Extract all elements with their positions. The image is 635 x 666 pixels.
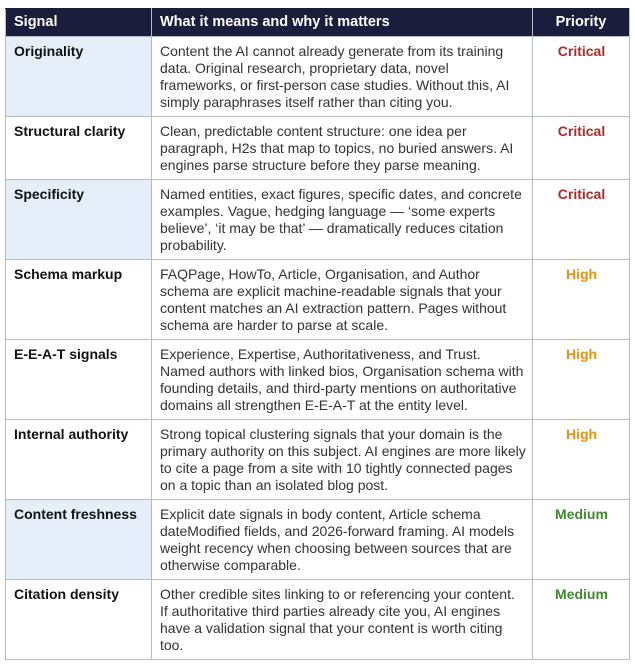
table-row	[6, 117, 630, 180]
meaning-cell: Content the AI cannot already generate from its training data. Original research, proprietary data, novel frameworks, or first-person case studies. Without this, AI simply paraphrases itself rather than citing you.	[152, 37, 533, 117]
priority-cell: High	[533, 260, 630, 340]
signal-cell: Content freshness	[6, 500, 152, 580]
signal-cell: Specificity	[6, 180, 152, 260]
signal-cell: Citation density	[6, 580, 152, 660]
table-row	[6, 580, 630, 660]
priority-cell: Medium	[533, 500, 630, 580]
meaning-cell: FAQPage, HowTo, Article, Organisation, and Author schema are explicit machine-readable signals that your content matches an AI extraction pattern. Pages without schema are harder to parse at scale.	[152, 260, 533, 340]
signals-table-container	[5, 8, 630, 660]
priority-cell: Critical	[533, 37, 630, 117]
meaning-cell: Strong topical clustering signals that your domain is the primary authority on this subject. AI engines are more likely to cite a page from a site with 10 tightly connected pages on a topic than an isolated blog post.	[152, 420, 533, 500]
signal-cell: Structural clarity	[6, 117, 152, 180]
signal-cell: Internal authority	[6, 420, 152, 500]
header-priority: Priority	[533, 9, 630, 37]
table-body	[6, 37, 630, 660]
priority-cell: High	[533, 340, 630, 420]
table-row	[6, 420, 630, 500]
table-row	[6, 260, 630, 340]
priority-cell: Critical	[533, 117, 630, 180]
priority-cell: High	[533, 420, 630, 500]
priority-cell: Critical	[533, 180, 630, 260]
header-row	[6, 9, 630, 37]
meaning-cell: Named entities, exact figures, specific dates, and concrete examples. Vague, hedging language — ‘some experts believe’, ‘it may be that’ — dramatically reduces citation probability.	[152, 180, 533, 260]
meaning-cell: Explicit date signals in body content, Article schema dateModified fields, and 2026-forward framing. AI models weight recency when choosing between sources that are otherwise comparable.	[152, 500, 533, 580]
meaning-cell: Clean, predictable content structure: one idea per paragraph, H2s that map to topics, no buried answers. AI engines parse structure before they parse meaning.	[152, 117, 533, 180]
table-header	[6, 9, 630, 37]
meaning-cell: Other credible sites linking to or referencing your content. If authoritative third parties already cite you, AI engines have a validation signal that your content is worth citing too.	[152, 580, 533, 660]
header-signal: Signal	[6, 9, 152, 37]
table-row	[6, 180, 630, 260]
priority-cell: Medium	[533, 580, 630, 660]
table-row	[6, 37, 630, 117]
meaning-cell: Experience, Expertise, Authoritativeness, and Trust. Named authors with linked bios, Organisation schema with founding details, and third-party mentions on authoritative domains all strengthen E-E-A-T at the entity level.	[152, 340, 533, 420]
signals-table	[5, 8, 630, 660]
signal-cell: Schema markup	[6, 260, 152, 340]
header-meaning: What it means and why it matters	[152, 9, 533, 37]
table-row	[6, 500, 630, 580]
signal-cell: Originality	[6, 37, 152, 117]
signal-cell: E-E-A-T signals	[6, 340, 152, 420]
table-row	[6, 340, 630, 420]
